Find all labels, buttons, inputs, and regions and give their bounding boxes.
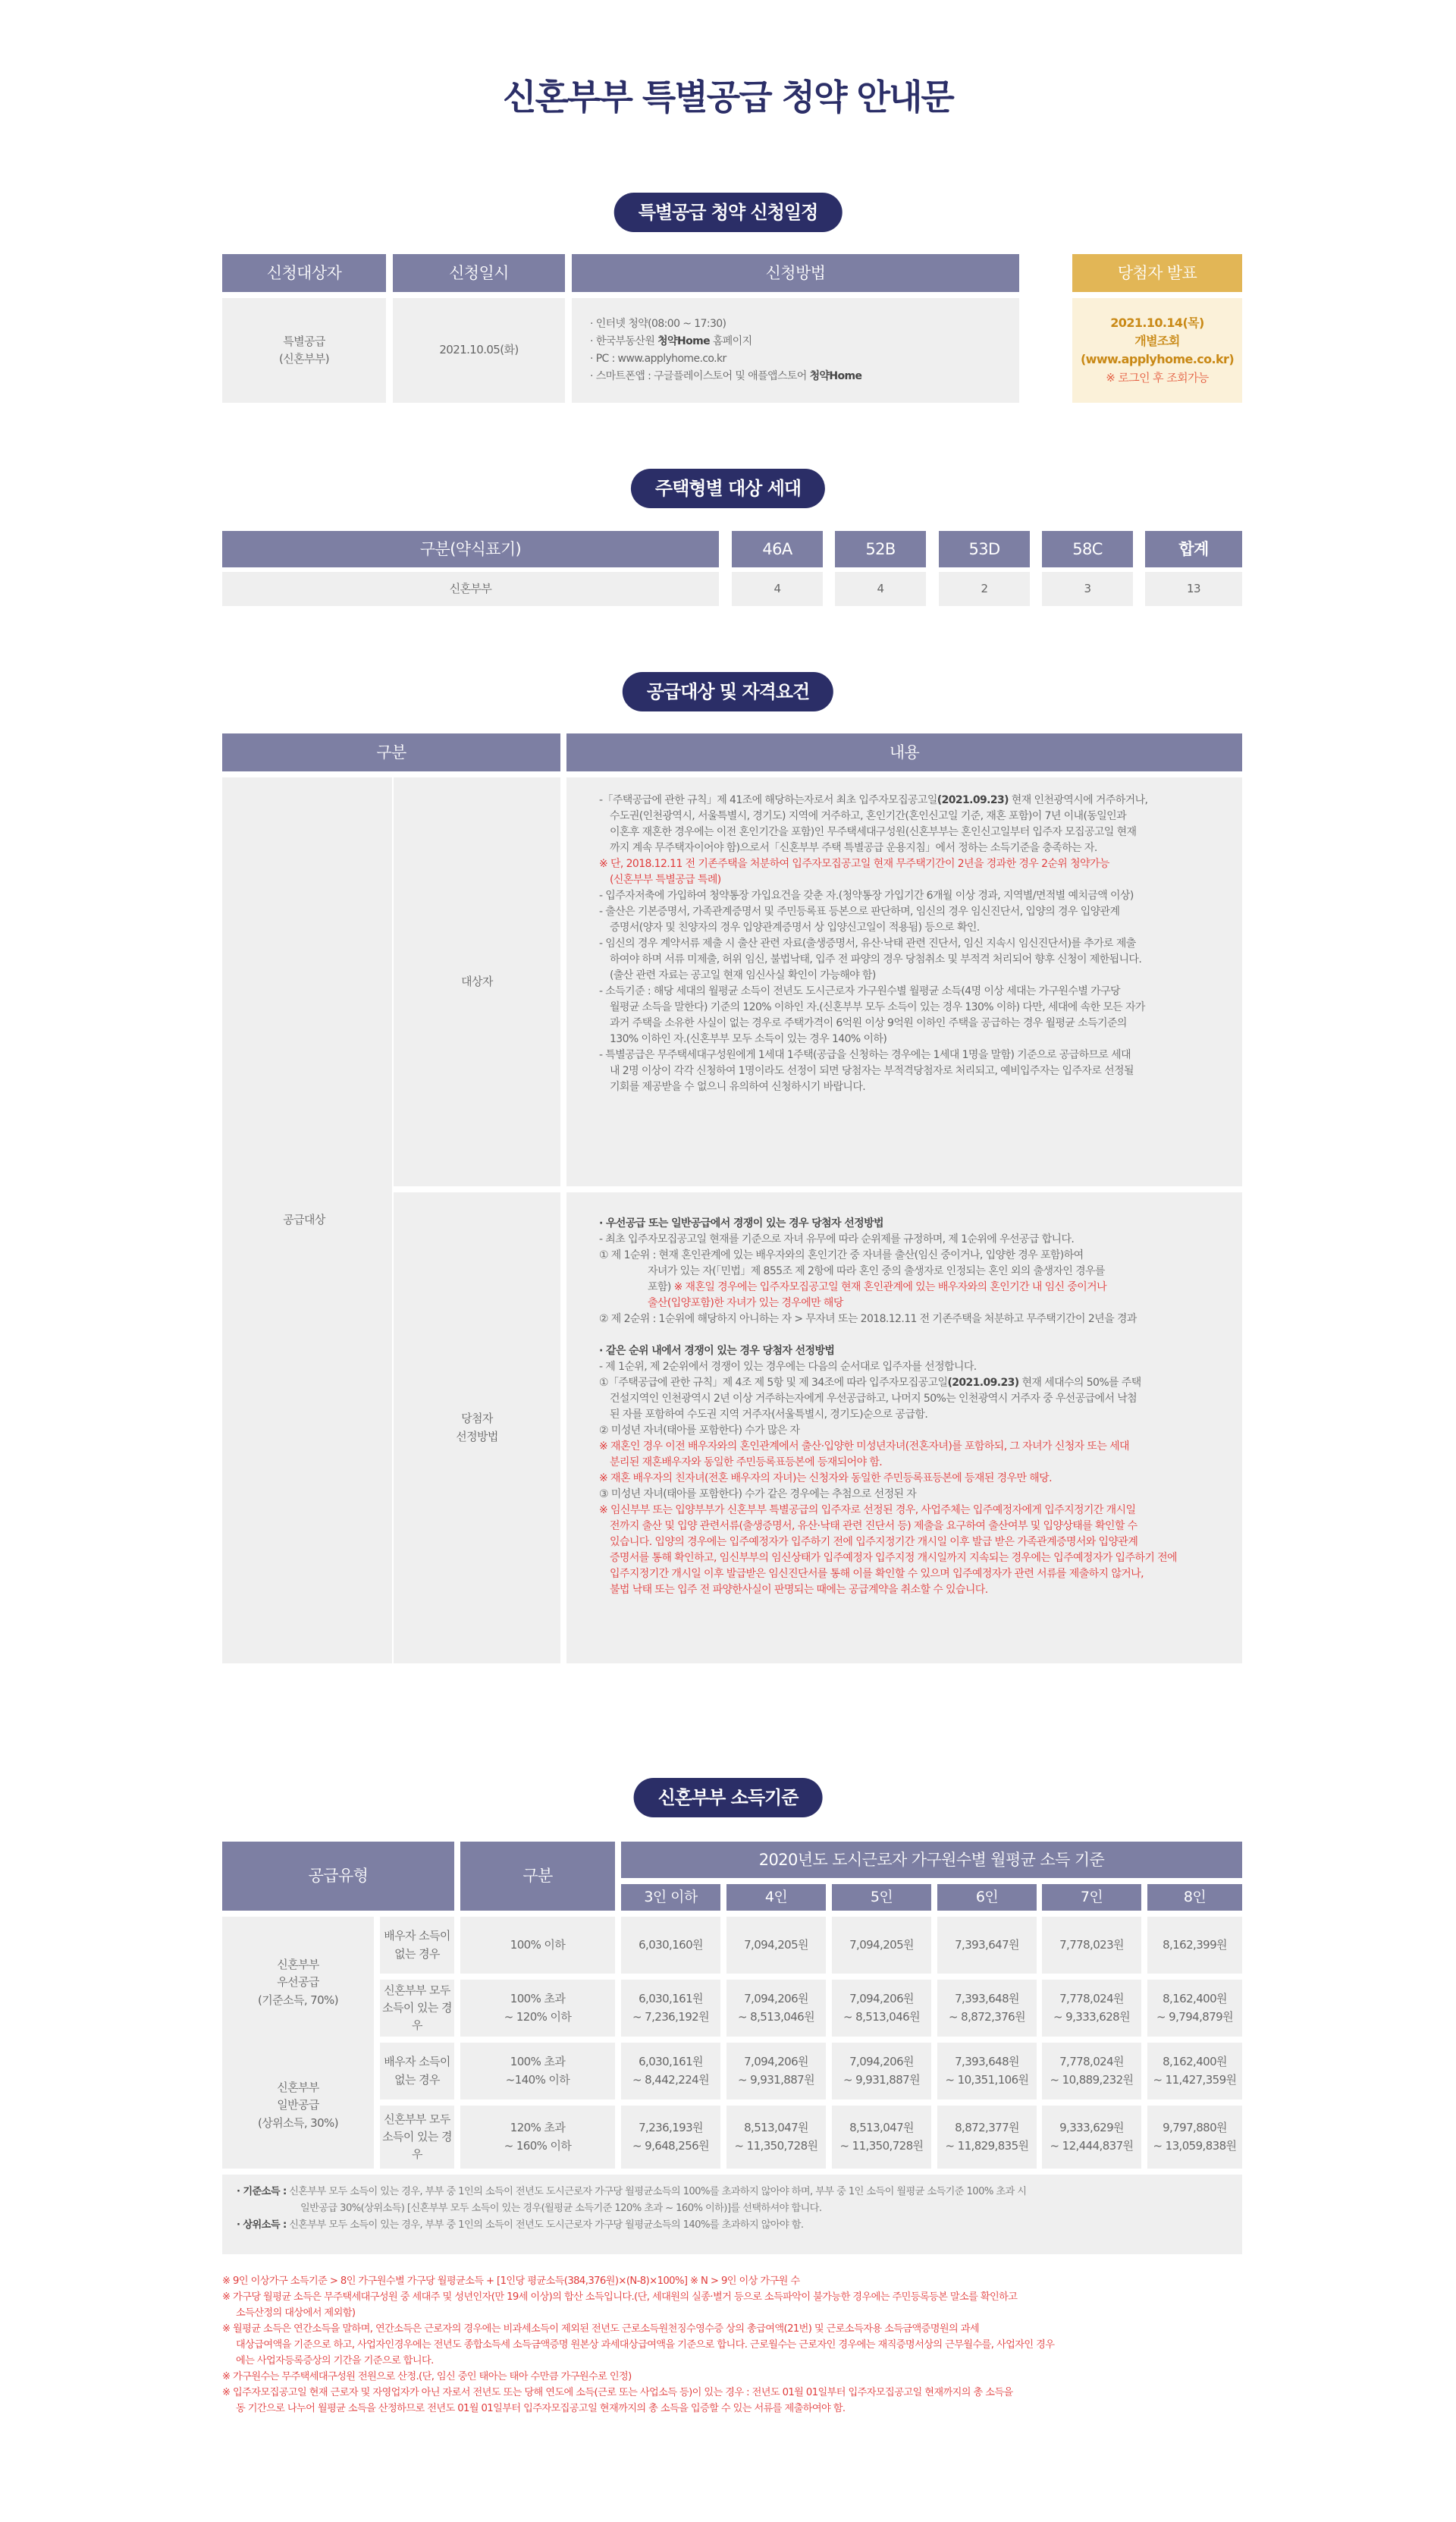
- income-group1: 신혼부부 우선공급 (기준소득, 70%): [222, 1917, 374, 2049]
- footnote: 에는 사업자등록증상의 기간을 기준으로 합니다.: [236, 2355, 434, 2367]
- income-notes: [237, 2184, 1026, 2234]
- income-size-header: 5인: [832, 1884, 931, 1911]
- target-line: 까지 계속 무주택자이어야 함)으로서「신혼부부 주택 특별공급 운용지침」에서 정하는 소득기준을 충족하는 자.: [610, 842, 1097, 854]
- housing-total-header: 합계: [1145, 531, 1242, 567]
- income-cell: 7,393,648원 ~ 10,351,106원: [937, 2043, 1037, 2100]
- schedule-target-cell: [222, 298, 386, 403]
- schedule-header-method: 신청방법: [572, 254, 1019, 292]
- income-cell: 7,393,648원 ~ 8,872,376원: [937, 1980, 1037, 2037]
- eligibility-sub-gap: [394, 1186, 560, 1192]
- eligibility-header-category: 구분: [222, 733, 560, 771]
- selection-line: ① 제 1순위 : 현재 혼인관계에 있는 배우자와의 혼인기간 중 자녀를 출산(임신 중이거나, 입양한 경우 포함)하여: [599, 1249, 1084, 1261]
- income-row-type: 배우자 소득이 없는 경우: [380, 2043, 454, 2100]
- note-basic: · 기준소득 : 신혼부부 모두 소득이 있는 경우, 부부 중 1인의 소득이 전년도 도시근로자 가구당 월평균소득의 100%를 초과하지 않아야 하며, 부부 중 1인 소득이 월평균 소득기준 100% 초과 시: [237, 2186, 1027, 2197]
- income-cell: 6,030,161원 ~ 7,236,192원: [621, 1980, 720, 2037]
- target-content: [599, 793, 1147, 1095]
- income-cell: 7,778,023원: [1042, 1917, 1141, 1974]
- income-cell: 7,094,205원: [832, 1917, 931, 1974]
- target-red-note: (신혼부부 특별공급 특례): [610, 874, 721, 886]
- income-cell: 7,094,206원 ~ 8,513,046원: [726, 1980, 826, 2037]
- selection-line: ③ 미성년 자녀(태아를 포함한다) 수가 같은 경우에는 추첨으로 선정된 자: [599, 1488, 917, 1500]
- selection-red-note: 입주지정기간 개시일 이후 발급받은 임신진단서를 통해 이를 확인할 수 있으며 입주예정자가 관련 서류를 제출하지 않거나,: [610, 1568, 1144, 1580]
- housing-type-46a: 46A: [732, 531, 823, 567]
- selection-line: ①「주택공급에 관한 규칙」제 4조 제 5항 및 제 34조에 따라 입주자모집공고일(2021.09.23) 현재 세대수의 50%를 주택: [599, 1377, 1141, 1389]
- income-size-header: 6인: [937, 1884, 1037, 1911]
- selection-line: 포함) ※ 재혼일 경우에는 입주자모집공고일 현재 혼인관계에 있는 배우자와의 혼인기간 내 임신 중이거나: [648, 1281, 1107, 1293]
- schedule-header-target: 신청대상자: [222, 254, 386, 292]
- selection-red-note: 전까지 출산 및 입양 관련서류(출생증명서, 유산·낙태 관련 진단서 등) 제출을 요구하여 출산여부 및 입양상태를 확인할 수: [610, 1520, 1138, 1532]
- housing-type-58c: 58C: [1042, 531, 1133, 567]
- page-title: 신혼부부 특별공급 청약 안내문: [503, 77, 953, 118]
- schedule-method-cell: [572, 298, 1019, 403]
- income-size-header: 4인: [726, 1884, 826, 1911]
- income-size-header: 7인: [1042, 1884, 1141, 1911]
- income-cell: 9,797,880원 ~ 13,059,838원: [1147, 2106, 1242, 2169]
- selection-red-note: 증명서를 통해 확인하고, 임신부부의 임신상태가 입주예정자 입주지정 개시일까지 지속되는 경우에는 입주예정자가 입주하기 전에: [610, 1552, 1177, 1564]
- income-cell: 7,393,647원: [937, 1917, 1037, 1974]
- selection-heading: · 같은 순위 내에서 경쟁이 있는 경우 당첨자 선정방법: [599, 1345, 835, 1357]
- selection-red-note: 불법 낙태 또는 입주 전 파양한사실이 판명되는 때에는 공급계약을 취소할 수 있습니다.: [610, 1584, 988, 1596]
- footnote: ※ 9인 이상가구 소득기준 > 8인 가구원수별 가구당 월평균소득 + [1인당 평균소득(384,376원)×(N-8)×100%] ※ N > 9인 이상 가구원 수: [222, 2275, 800, 2287]
- selection-content: [599, 1216, 1177, 1598]
- income-header-div: 구분: [460, 1842, 615, 1911]
- income-size-header: 3인 이하: [621, 1884, 720, 1911]
- income-row-type: 배우자 소득이 없는 경우: [380, 1917, 454, 1974]
- footnote: ※ 월평균 소득은 연간소득을 말하며, 연간소득은 근로자의 경우에는 비과세소득이 제외된 전년도 근로소득원천징수영수증 상의 총급여액(21번) 및 근로소득자용 소득금액증명원의 과세: [222, 2323, 980, 2335]
- target-line: - 출산은 기본증명서, 가족관계증명서 및 주민등록표 등본으로 판단하며, 임신의 경우 임신진단서, 입양의 경우 입양관계: [599, 906, 1120, 918]
- selection-line: 자녀가 있는 자(「민법」제 855조 제 2항에 따라 혼인 중의 출생자로 인정되는 혼인 외의 출생자인 경우를: [648, 1265, 1105, 1277]
- target-line: 증명서(양자 및 친양자의 경우 입양관계증명서 상 입양신고일이 적용됨) 등으로 확인.: [610, 922, 980, 934]
- income-cell: 7,236,193원 ~ 9,648,256원: [621, 2106, 720, 2169]
- winner-note: ※ 로그인 후 조회가능: [1106, 371, 1209, 385]
- housing-row-label: 신혼부부: [222, 572, 719, 606]
- income-cell: 8,513,047원 ~ 11,350,728원: [726, 2106, 826, 2169]
- target-line: 기회를 제공받을 수 없으니 유의하여 신청하시기 바랍니다.: [610, 1081, 866, 1093]
- target-line: 수도권(인천광역시, 서울특별시, 경기도) 지역에 거주하고, 혼인기간(혼인신고일 기준, 재혼 포함)이 7년 이내(동일인과: [610, 810, 1127, 822]
- eligibility-main-category: 공급대상: [283, 1213, 325, 1227]
- method-line-3: · PC : www.applyhome.co.kr: [590, 353, 726, 365]
- income-size-header: 8인: [1147, 1884, 1242, 1911]
- winner-label: 개별조회: [1134, 334, 1180, 348]
- footnote: 대상급여액을 기준으로 하고, 사업자인경우에는 전년도 종합소득세 소득금액증명 원본상 과세대상급여액을 기준으로 합니다. 근로월수는 근로자인 경우에는 재직증명서상의 근무월수를, 사업자인 경우: [236, 2339, 1055, 2351]
- schedule-header-date: 신청일시: [393, 254, 565, 292]
- income-cell: 6,030,160원: [621, 1917, 720, 1974]
- footnote: 동 기간으로 나누어 월평균 소득을 산정하므로 전년도 01월 01일부터 입주자모집공고일 현재까지의 총 소득을 입증할 수 있는 서류를 제출하여야 함.: [236, 2403, 846, 2414]
- income-footnotes: [222, 2273, 1054, 2417]
- housing-value-58c: 3: [1042, 572, 1133, 606]
- housing-header-label: 구분(약식표기): [222, 531, 719, 567]
- target-line: 130% 이하인 자.(신혼부부 모두 소득이 있는 경우 140% 이하): [610, 1033, 887, 1045]
- target-line: - 소득기준 : 해당 세대의 월평균 소득이 전년도 도시근로자 가구원수별 월평균 소득(4명 이상 세대는 가구원수별 가구당: [599, 985, 1120, 997]
- target-line: 과거 주택을 소유한 사실이 없는 경우로 주택가격이 6억원 이상 9억원 이하인 주택을 공급하는 경우 월평균 소득기준의: [610, 1017, 1127, 1029]
- selection-red-note: 분리된 재혼배우자와 동일한 주민등록표등본에 등재되어야 함.: [610, 1456, 883, 1468]
- eligibility-header-content: 내용: [566, 733, 1242, 771]
- target-line: 하여야 하며 서류 미제출, 허위 임신, 불법낙태, 입주 전 파양의 경우 당첨취소 및 부적격 처리되어 향후 신청이 제한됩니다.: [610, 953, 1142, 966]
- income-row-type: 신혼부부 모두 소득이 있는 경우: [380, 1980, 454, 2037]
- income-group2: 신혼부부 일반공급 (상위소득, 30%): [222, 2043, 374, 2169]
- footnote: ※ 입주자모집공고일 현재 근로자 및 자영업자가 아닌 자로서 전년도 또는 당해 연도에 소득(근로 또는 사업소득 등)이 있는 경우 : 전년도 01월 01일부터 입주자모집공고일 현재까지의 총 소득을: [222, 2387, 1013, 2398]
- housing-value-53d: 2: [939, 572, 1030, 606]
- income-cell: 9,333,629원 ~ 12,444,837원: [1042, 2106, 1141, 2169]
- income-cell: 7,778,024원 ~ 9,333,628원: [1042, 1980, 1141, 2037]
- note-basic-cont: 일반공급 30%(상위소득) [신혼부부 모두 소득이 있는 경우(월평균 소득기준 120% 초과 ~ 160% 이하)]를 선택하셔야 합니다.: [300, 2203, 822, 2214]
- income-cell: 8,513,047원 ~ 11,350,728원: [832, 2106, 931, 2169]
- footnote: 소득산정의 대상에서 제외함): [236, 2307, 356, 2319]
- income-row-div: 100% 초과 ~ 120% 이하: [460, 1980, 615, 2037]
- income-cell: 8,162,399원: [1147, 1917, 1242, 1974]
- selection-line: ② 제 2순위 : 1순위에 해당하지 아니하는 자 > 무자녀 또는 2018.12.11 전 기존주택을 처분하고 무주택기간이 2년을 경과: [599, 1313, 1137, 1325]
- income-cell: 8,872,377원 ~ 11,829,835원: [937, 2106, 1037, 2169]
- housing-total-value: 13: [1145, 572, 1242, 606]
- target-line: -「주택공급에 관한 규칙」제 41조에 해당하는자로서 최초 입주자모집공고일(2021.09.23) 현재 인천광역시에 거주하거나,: [599, 794, 1148, 806]
- housing-type-53d: 53D: [939, 531, 1030, 567]
- note-upper: · 상위소득 : 신혼부부 모두 소득이 있는 경우, 부부 중 1인의 소득이 전년도 도시근로자 가구당 월평균소득의 140%를 초과하지 않아야 함.: [237, 2219, 804, 2231]
- selection-line: 건설지역인 인천광역시 2년 이상 거주하는자에게 우선공급하고, 나머지 50%는 인천광역시 거주자 중 우선공급에서 낙첨: [610, 1393, 1138, 1405]
- housing-type-52b: 52B: [835, 531, 926, 567]
- method-line-2: · 한국부동산원 청약Home 홈페이지: [590, 335, 752, 347]
- winner-site-link[interactable]: (www.applyhome.co.kr): [1080, 352, 1235, 366]
- income-row-div: 100% 초과 ~140% 이하: [460, 2043, 615, 2100]
- selection-line: 된 자를 포함하여 수도권 지역 거주자(서울특별시, 경기도)순으로 공급함.: [610, 1409, 928, 1421]
- housing-section-title: 주택형별 대상 세대: [631, 469, 825, 508]
- target-line: - 임신의 경우 계약서류 제출 시 출산 관련 자료(출생증명서, 유산·낙태 관련 진단서, 임신 지속시 임신진단서)를 추가로 제출: [599, 938, 1136, 950]
- income-row-div: 100% 이하: [460, 1917, 615, 1974]
- method-line-1: · 인터넷 청약(08:00 ~ 17:30): [590, 318, 726, 330]
- selection-red-note: ※ 재혼인 경우 이전 배우자와의 혼인관계에서 출산·입양한 미성년자녀(전혼자녀)를 포함하되, 그 자녀가 신청자 또는 세대: [599, 1440, 1129, 1453]
- selection-red-note: 출산(입양포함)한 자녀가 있는 경우에만 해당: [648, 1297, 843, 1309]
- eligibility-sub-selection: 당첨자 선정방법: [456, 1412, 498, 1443]
- selection-line: - 최초 입주자모집공고일 현재를 기준으로 자녀 유무에 따라 순위제를 규정하며, 제 1순위에 우선공급 합니다.: [599, 1233, 1075, 1245]
- housing-value-52b: 4: [835, 572, 926, 606]
- selection-line: ② 미성년 자녀(태아를 포함한다) 수가 많은 자: [599, 1424, 800, 1437]
- eligibility-sub-target: 대상자: [461, 974, 493, 988]
- schedule-target-line2: (신혼부부): [278, 352, 330, 366]
- target-red-note: ※ 단, 2018.12.11 전 기존주택을 처분하여 입주자모집공고일 현재 무주택기간이 2년을 경과한 경우 2순위 청약가능: [599, 858, 1109, 870]
- selection-line: - 제 1순위, 제 2순위에서 경쟁이 있는 경우에는 다음의 순서대로 입주자를 선정합니다.: [599, 1361, 977, 1373]
- target-line: - 입주자저축에 가입하여 청약통장 가입요건을 갖춘 자.(청약통장 가입기간 6개월 이상 경과, 지역별/면적별 예치금액 이상): [599, 890, 1134, 902]
- footnote: ※ 가구당 월평균 소득은 무주택세대구성원 중 세대주 및 성년인자(만 19세 이상)의 합산 소득입니다.(단, 세대원의 실종·별거 등으로 소득파악이 불가능한 경우에는 주민등록등본 말소를 확인하고: [222, 2291, 1018, 2303]
- target-line: (출산 관련 자료는 공고일 현재 임신사실 확인이 가능해야 함): [610, 969, 876, 981]
- selection-heading: · 우선공급 또는 일반공급에서 경쟁이 있는 경우 당첨자 선정방법: [599, 1217, 883, 1230]
- content-gap: [566, 1186, 1242, 1192]
- income-cell: 8,162,400원 ~ 9,794,879원: [1147, 1980, 1242, 2037]
- selection-red-note: ※ 임신부부 또는 입양부부가 신혼부부 특별공급의 입주자로 선정된 경우, 사업주체는 입주예정자에게 입주지정기간 개시일: [599, 1504, 1136, 1516]
- selection-red-note: ※ 재혼 배우자의 친자녀(전혼 배우자의 자녀)는 신청자와 동일한 주민등록표등본에 등재된 경우만 해당.: [599, 1472, 1052, 1484]
- method-line-4: · 스마트폰앱 : 구글플레이스토어 및 애플앱스토어 청약Home: [590, 370, 862, 382]
- winner-date: 2021.10.14(목): [1110, 316, 1204, 330]
- income-cell: 7,778,024원 ~ 10,889,232원: [1042, 2043, 1141, 2100]
- income-row-div: 120% 초과 ~ 160% 이하: [460, 2106, 615, 2169]
- income-cell: 7,094,206원 ~ 9,931,887원: [726, 2043, 826, 2100]
- schedule-winner-cell: [1072, 298, 1242, 403]
- income-cell: 7,094,205원: [726, 1917, 826, 1974]
- target-line: - 특별공급은 무주택세대구성원에게 1세대 1주택(공급을 신청하는 경우에는 1세대 1명을 말함) 기준으로 공급하므로 세대: [599, 1049, 1131, 1061]
- eligibility-gap-left: [560, 777, 566, 1663]
- income-section-title: 신혼부부 소득기준: [634, 1778, 823, 1817]
- schedule-date-cell: 2021.10.05(화): [393, 298, 565, 403]
- eligibility-section-title: 공급대상 및 자격요건: [623, 672, 833, 711]
- income-cell: 7,094,206원 ~ 8,513,046원: [832, 1980, 931, 2037]
- income-cell: 8,162,400원 ~ 11,427,359원: [1147, 2043, 1242, 2100]
- income-cell: 7,094,206원 ~ 9,931,887원: [832, 2043, 931, 2100]
- income-header-type: 공급유형: [222, 1842, 454, 1911]
- selection-red-note: 있습니다. 입양의 경우에는 입주예정자가 입주하기 전에 입주지정기간 개시일 이후 발급 받은 가족관계증명서와 입양관계: [610, 1536, 1138, 1548]
- target-line: 월평균 소득을 말한다) 기준의 120% 이하인 자.(신혼부부 모두 소득이 있는 경우 130% 이하) 다만, 세대에 속한 모든 자가: [610, 1001, 1145, 1013]
- income-header-group: 2020년도 도시근로자 가구원수별 월평균 소득 기준: [621, 1842, 1242, 1878]
- schedule-section-title: 특별공급 청약 신청일정: [614, 193, 843, 232]
- footnote: ※ 가구원수는 무주택세대구성원 전원으로 산정.(단, 임신 중인 태아는 태아 수만큼 가구원수로 인정): [222, 2371, 632, 2382]
- income-row-type: 신혼부부 모두 소득이 있는 경우: [380, 2106, 454, 2169]
- target-line: 이혼후 재혼한 경우에는 이전 혼인기간을 포함)인 무주택세대구성원(신혼부부는 혼인신고일부터 입주자 모집공고일 현재: [610, 826, 1137, 838]
- schedule-target-line1: 특별공급: [283, 334, 325, 348]
- target-line: 내 2명 이상이 각각 신청하여 1명이라도 선정이 되면 당첨자는 부적격당첨자로 처리되고, 예비입주자는 입주자로 선정될: [610, 1065, 1134, 1077]
- schedule-header-winner: 당첨자 발표: [1072, 254, 1242, 292]
- housing-value-46a: 4: [732, 572, 823, 606]
- income-cell: 6,030,161원 ~ 8,442,224원: [621, 2043, 720, 2100]
